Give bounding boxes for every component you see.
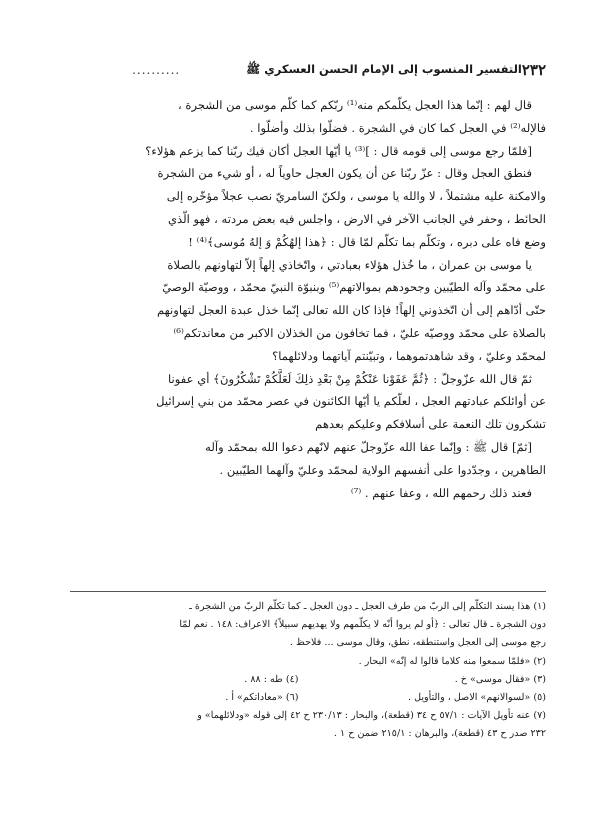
text-line: [فلمّا رجع موسى إلى قومه قال : ]⁽³⁾ يا أيّها العجل أكان فيك ربّنا كما يزعم هؤلاء؟ <box>145 143 532 158</box>
footnote-row-3-4 <box>70 671 546 689</box>
text-line: والامكنة عليه مشتملاً ، لا والله يا موسى ، ولكنّ السامريّ نصب عجلاً مؤخّره إلى <box>166 189 546 204</box>
paragraph-7 <box>70 482 546 505</box>
text-line: وضع فاه على دبره ، وتكلّم بما تكلّم لمّا قال : ﴿هذا إلهُكُمْ وَ إلهُ مُوسى﴾⁽⁴⁾ ! <box>188 234 546 249</box>
footnote-line: (٢) «فلمّا سمعوا منه كلاما قالوا له إنّه» البحار . <box>358 655 546 667</box>
paragraph-4 <box>70 254 546 368</box>
footnote-1 <box>70 598 546 653</box>
footnote-line: (١) هذا يسند التكلّم إلى الربّ من طرف العجل ـ دون العجل ـ كما تكلّم الربّ من الشجرة ـ <box>189 601 546 612</box>
text-line: الحائط ، وحفر في الجانب الآخر في الارض ، واجلس فيه بعض مردته ، فهو الّذي <box>167 211 546 226</box>
main-text <box>70 94 546 504</box>
footnote-7 <box>70 707 546 743</box>
text-line: عن أوائلكم عبادتهم العجل ، لعلّكم يا أيّها الكائنون في عصر محمّد من بني إسرائيل <box>156 394 546 409</box>
text-line: فنطق العجل وقال : عزّ ربّنا عن أن يكون العجل حاوياً له ، أو شيء من الشجرة <box>157 166 532 181</box>
text-line: لمحمّد وعليّ ، وقد شاهدتموهما ، وتبيّنتم آياتهما ودلائلهما؟ <box>272 348 546 363</box>
header-dots: .......... <box>132 63 181 77</box>
footnote-2 <box>70 653 546 671</box>
footnotes <box>70 598 546 744</box>
text-line: حتّى أدّاهم إلى أن اتّخذوني إلهاً! فإذا كان الله تعالى إنّما خذل عبدة العجل لتهاونهم <box>156 303 546 318</box>
footnote-line: دون الشجرة ـ قال تعالى : ﴿أو لم يروا أنّه لا يكلّمهم ولا يهديهم سبيلاً﴾ الاعراف: ١٤٨ . نعم لمّا <box>179 619 546 631</box>
footnote-6: (٦) «معاداتكم» أ . <box>225 692 299 704</box>
paragraph-5 <box>70 368 546 436</box>
text-line: ثمّ قال الله عزّوجلّ : ﴿ثُمَّ عَفَوْنا عَنْكُمْ مِنْ بَعْدِ ذلِكَ لَعَلَّكُمْ تَشْكُرُونَ﴾ أي عفونا <box>167 371 532 386</box>
paragraph-6 <box>70 436 546 482</box>
footnote-line: رجع موسى إلى العجل واستنطقه، نطق، وقال موسى ... فلاحظ . <box>289 637 546 649</box>
paragraph-1 <box>70 94 546 140</box>
text-line: على محمّد وآله الطيّبين وجحودهم بموالاتهم⁽⁵⁾ وبنبوّة النبيّ محمّد ، ووصيّة الوصيّ <box>162 280 546 295</box>
text-line: فعند ذلك رحمهم الله ، وعفا عنهم . ⁽⁷⁾ <box>350 485 532 500</box>
footnote-divider <box>70 591 546 592</box>
running-title: التفسير المنسوب إلى الإمام الحسن العسكري ﷺ <box>246 61 522 76</box>
paragraph-2 <box>70 140 546 163</box>
text-line: [ثمّ] قال ﷺ : وإنّما عفا الله عزّوجلّ عنهم لانّهم دعوا الله بمحمّد وآله <box>205 439 532 454</box>
footnote-line: ٢٣٢ صدر ح ٤٣ (قطعة)، والبرهان : ٢١٥/١ ضمن ح ١ . <box>333 728 546 740</box>
footnote-5: (٥) «لسوالانهم» الاصل ، والتأويل . <box>408 692 546 704</box>
footnote-row-5-6 <box>70 689 546 707</box>
text-line: قال لهم : إنّما هذا العجل يكلّمكم منه⁽¹⁾ ربّكم كما كلّم موسى من الشجرة ، <box>177 98 532 112</box>
page-number: ٢٣٢ <box>521 61 546 79</box>
text-line: تشكرون تلك النعمة على أسلافكم وعليكم بعدهم <box>315 417 546 432</box>
text-line: الطاهرين ، وجدّدوا على أنفسهم الولاية لمحمّد وعليّ وآلهما الطيّبين . <box>219 462 546 477</box>
page-header <box>66 60 546 80</box>
text-line: يا موسى بن عمران ، ما خُذل هؤلاء بعبادتي ، واتّخاذي إلهاً إلاّ لتهاونهم بالصلاة <box>167 257 532 272</box>
text-line: فالإله⁽²⁾ في العجل كما كان في الشجرة . فضلّوا بذلك وأضلّوا . <box>249 120 546 135</box>
text-line: بالصلاة على محمّد ووصيّه عليّ ، فما تخافون من الخذلان الاكبر من معاندتكم⁽⁶⁾ <box>173 325 546 340</box>
paragraph-3 <box>70 162 546 253</box>
footnote-4: (٤) طه : ٨٨ . <box>244 673 299 685</box>
footnote-line: (٧) عنه تأويل الآيات : ٥٧/١ ح ٣٤ (قطعة)، والبحار : ٢٣٠/١٣ ح ٤٢ إلى قوله «ودلائلهما» و <box>197 710 546 722</box>
footnote-3: (٣) «فقال موسى» خ . <box>454 673 546 685</box>
